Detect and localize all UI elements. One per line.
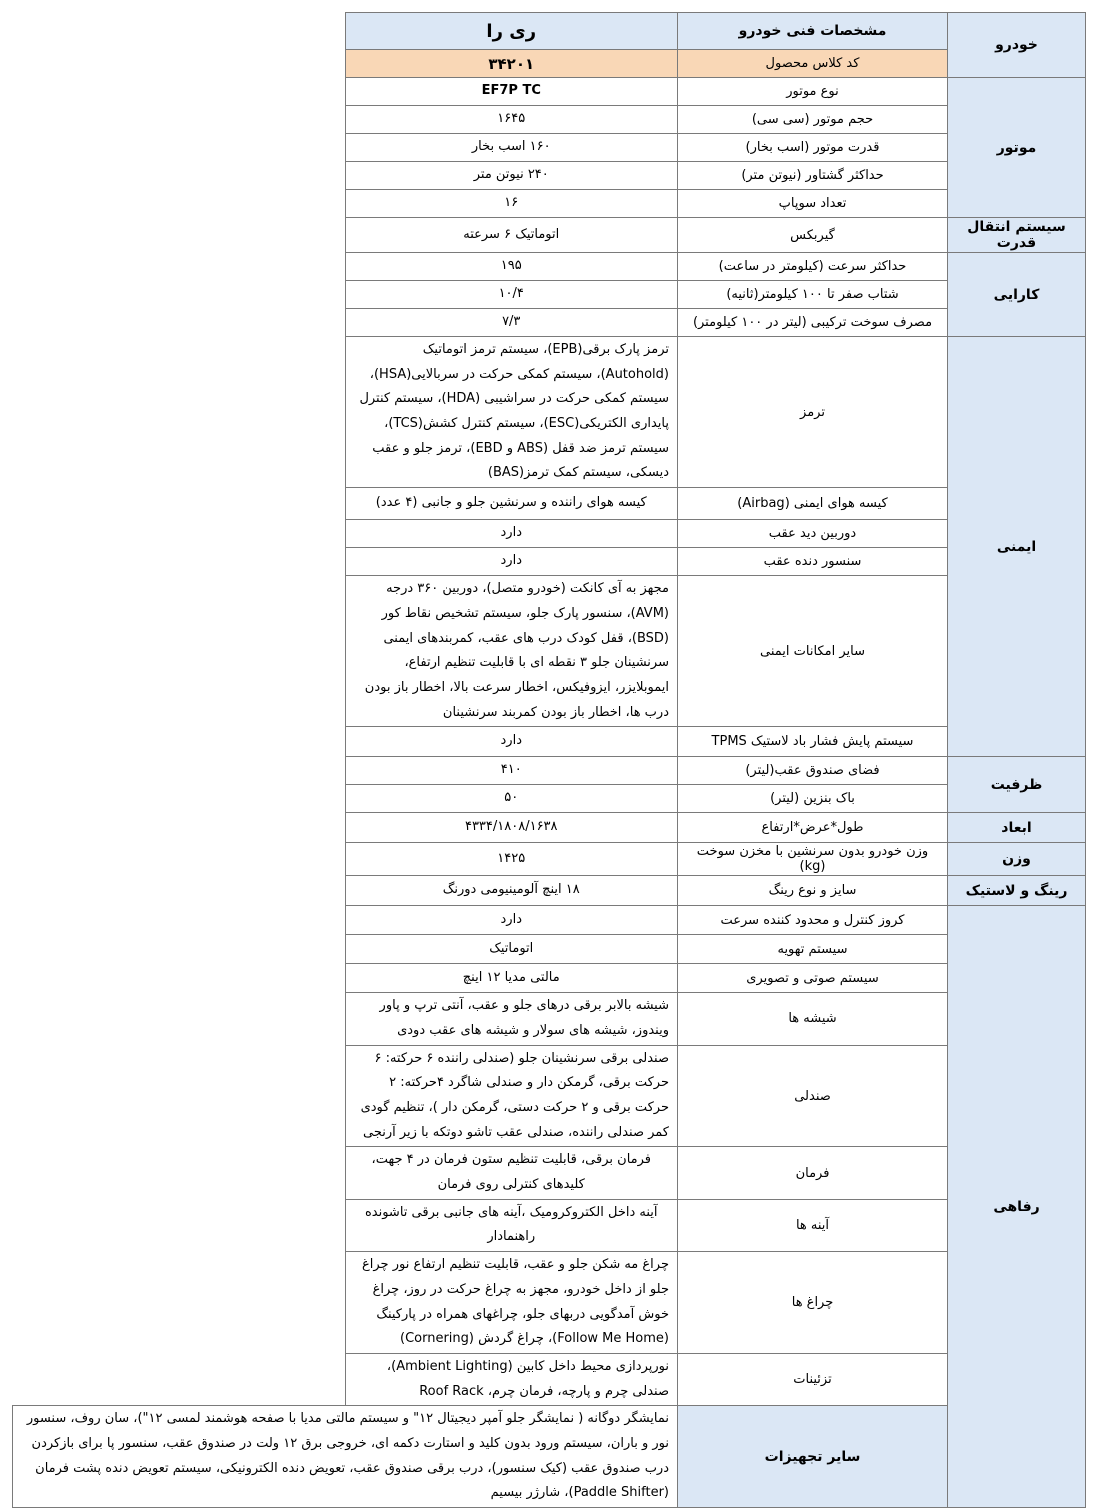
spec-value: ۱۴۲۵ <box>345 843 678 876</box>
spec-label: سنسور دنده عقب <box>678 548 948 576</box>
spec-value: ترمز پارک برقی(EPB)، سیستم ترمز اتوماتیک (Autohold)، سیستم کمکی حرکت در سربالایی(HSA)، سیستم کمکی حرکت در سراشیبی (HDA)، سیستم کنترل پایداری الکتریکی(ESC)، سیستم کنترل کشش(TCS)، سیستم ترمز ضد قفل (ABS و EBD)، ترمز جلو و عقب دیسکی، سیستم کمک ترمز(BAS) <box>345 337 678 488</box>
category-safety: ایمنی <box>948 337 1086 757</box>
spec-value: نورپردازی محیط داخل کابین (Ambient Lighting)، صندلی چرم و پارچه، فرمان چرم، Roof Rack <box>345 1353 678 1405</box>
spec-value: دارد <box>345 727 678 757</box>
spec-value: چراغ مه شکن جلو و عقب، قابلیت تنظیم ارتفاع نور چراغ جلو از داخل خودرو، مجهز به چراغ حرکت در روز، چراغ خوش آمدگویی دربهای جلو، چراغهای همراه در پارکینگ (Follow Me Home)، چراغ گردش (Cornering) <box>345 1252 678 1354</box>
table-row <box>13 1147 1086 1199</box>
spec-value: ۷/۳ <box>345 309 678 337</box>
table-row <box>13 993 1086 1045</box>
table-row <box>13 309 1086 337</box>
category-wheels: رینگ و لاستیک <box>948 876 1086 906</box>
spec-value: مجهز به آی کانکت (خودرو متصل)، دوربین ۳۶۰ درجه (AVM)، سنسور پارک جلو، سیستم تشخیص نقاط کور (BSD)، قفل کودک درب های عقب، کمربندهای ایمنی سرنشینان جلو ۳ نقطه ای با قابلیت تنظیم ارتفاع، ایموبلایزر، ایزوفیکس، اخطار سرعت بالا، اخطار باز بودن درب ها، اخطار باز بودن کمربند سرنشینان <box>345 576 678 727</box>
other-equipment-value: نمایشگر دوگانه ( نمایشگر جلو آمپر دیجیتال ۱۲" و سیستم مالتی مدیا با صفحه هوشمند لمسی ۱۲")، سان روف، سنسور نور و باران، سیستم ورود بدون کلید و استارت دکمه ای، خروجی برق ۱۲ ولت در صندوق عقب، سنسور پا برای بازکردن درب صندوق عقب (کیک سنسور)، درب برقی صندوق عقب، تعویض دنده الکترونیکی، سیستم تعویض دنده پشت فرمان (Paddle Shifter)، شارژر بیسیم <box>13 1406 678 1508</box>
table-row <box>13 964 1086 993</box>
spec-label: سیستم صوتی و تصویری <box>678 964 948 993</box>
table-row <box>13 576 1086 727</box>
code-row <box>13 50 1086 78</box>
table-row <box>13 1045 1086 1147</box>
spec-value: شیشه بالابر برقی درهای جلو و عقب، آنتی ترپ و پاور ویندوز، شیشه های سولار و شیشه های عقب دودی <box>345 993 678 1045</box>
spec-label: باک بنزین (لیتر) <box>678 785 948 813</box>
header-row <box>13 13 1086 50</box>
table-row <box>13 1252 1086 1354</box>
spec-label: قدرت موتور (اسب بخار) <box>678 134 948 162</box>
spec-value: ۴۱۰ <box>345 757 678 785</box>
table-row <box>13 1199 1086 1251</box>
spec-value: اتوماتیک ۶ سرعته <box>345 218 678 253</box>
table-row <box>13 548 1086 576</box>
spec-value: دارد <box>345 548 678 576</box>
spec-label: ترمز <box>678 337 948 488</box>
spec-value: آینه داخل الکتروکرومیک ،آینه های جانبی برقی تاشونده راهنمادار <box>345 1199 678 1251</box>
spec-label: سیستم تهویه <box>678 935 948 964</box>
category-weight: وزن <box>948 843 1086 876</box>
table-row <box>13 190 1086 218</box>
spec-label: حجم موتور (سی سی) <box>678 106 948 134</box>
table-row <box>13 785 1086 813</box>
spec-title: مشخصات فنی خودرو <box>678 13 948 50</box>
spec-label: سیستم پایش فشار باد لاستیک TPMS <box>678 727 948 757</box>
spec-value: ۱۶۰ اسب بخار <box>345 134 678 162</box>
spec-value: دارد <box>345 906 678 935</box>
table-row <box>13 876 1086 906</box>
car-name: ری را <box>345 13 678 50</box>
spec-label: گیربکس <box>678 218 948 253</box>
spec-value: دارد <box>345 520 678 548</box>
table-row <box>13 727 1086 757</box>
spec-label: آینه ها <box>678 1199 948 1251</box>
category-performance: کارایی <box>948 253 1086 337</box>
spec-label: حداکثر سرعت (کیلومتر در ساعت) <box>678 253 948 281</box>
table-row <box>13 906 1086 935</box>
table-row <box>13 134 1086 162</box>
spec-label: کروز کنترل و محدود کننده سرعت <box>678 906 948 935</box>
spec-label: دوربین دید عقب <box>678 520 948 548</box>
spec-label: شتاب صفر تا ۱۰۰ کیلومتر(ثانیه) <box>678 281 948 309</box>
spec-label: کیسه هوای ایمنی (Airbag) <box>678 488 948 520</box>
table-row <box>13 218 1086 253</box>
spec-value: فرمان برقی، قابلیت تنظیم ستون فرمان در ۴ جهت، کلیدهای کنترلی روی فرمان <box>345 1147 678 1199</box>
spec-label: نوع موتور <box>678 78 948 106</box>
category-transmission: سیستم انتقال قدرت <box>948 218 1086 253</box>
category-dimensions: ابعاد <box>948 813 1086 843</box>
category-engine: موتور <box>948 78 1086 218</box>
table-row <box>13 935 1086 964</box>
code-label: کد کلاس محصول <box>678 50 948 78</box>
spec-label: فضای صندوق عقب(لیتر) <box>678 757 948 785</box>
table-row <box>13 488 1086 520</box>
spec-value: ۲۴۰ نیوتن متر <box>345 162 678 190</box>
spec-value: EF7P TC <box>345 78 678 106</box>
spec-label: صندلی <box>678 1045 948 1147</box>
category-capacity: ظرفیت <box>948 757 1086 813</box>
category-other: سایر تجهیزات <box>678 1406 948 1508</box>
table-row <box>13 162 1086 190</box>
table-row <box>13 757 1086 785</box>
spec-value: کیسه هوای راننده و سرنشین جلو و جانبی (۴ عدد) <box>345 488 678 520</box>
table-row <box>13 78 1086 106</box>
table-row <box>13 253 1086 281</box>
other-equipment-row <box>13 1406 1086 1508</box>
spec-value: ۱۸ اینچ آلومینیومی دورنگ <box>345 876 678 906</box>
spec-value: ۵۰ <box>345 785 678 813</box>
spec-label: مصرف سوخت ترکیبی (لیتر در ۱۰۰ کیلومتر) <box>678 309 948 337</box>
table-row <box>13 106 1086 134</box>
spec-label: شیشه ها <box>678 993 948 1045</box>
table-row <box>13 337 1086 488</box>
spec-value: صندلی برقی سرنشینان جلو (صندلی راننده ۶ حرکته: ۶ حرکت برقی، گرمکن دار و صندلی شاگرد ۴حرکته: ۲ حرکت برقی و ۲ حرکت دستی، گرمکن دار )، تنظیم گودی کمر صندلی راننده، صندلی عقب تاشو دوتکه با زیر آرنجی <box>345 1045 678 1147</box>
spec-value: اتوماتیک <box>345 935 678 964</box>
spec-label: تعداد سوپاپ <box>678 190 948 218</box>
spec-value: ۱۶ <box>345 190 678 218</box>
spec-table <box>12 12 1086 1508</box>
spec-label: سایز و نوع رینگ <box>678 876 948 906</box>
spec-label: فرمان <box>678 1147 948 1199</box>
table-row <box>13 1353 1086 1405</box>
spec-label: طول*عرض*ارتفاع <box>678 813 948 843</box>
spec-label: چراغ ها <box>678 1252 948 1354</box>
category-comfort: رفاهی <box>948 906 1086 1508</box>
spec-label: حداکثر گشتاور (نیوتن متر) <box>678 162 948 190</box>
spec-value: مالتی مدیا ۱۲ اینچ <box>345 964 678 993</box>
spec-label: وزن خودرو بدون سرنشین با مخزن سوخت (kg) <box>678 843 948 876</box>
code-value: ۳۴۲۰۱ <box>345 50 678 78</box>
spec-value: ۱۶۴۵ <box>345 106 678 134</box>
category-car: خودرو <box>948 13 1086 78</box>
table-row <box>13 281 1086 309</box>
table-row <box>13 813 1086 843</box>
table-row <box>13 520 1086 548</box>
spec-label: تزئینات <box>678 1353 948 1405</box>
spec-value: ۱۰/۴ <box>345 281 678 309</box>
spec-label: سایر امکانات ایمنی <box>678 576 948 727</box>
table-row <box>13 843 1086 876</box>
spec-value: ۴۳۳۴/۱۸۰۸/۱۶۳۸ <box>345 813 678 843</box>
spec-value: ۱۹۵ <box>345 253 678 281</box>
